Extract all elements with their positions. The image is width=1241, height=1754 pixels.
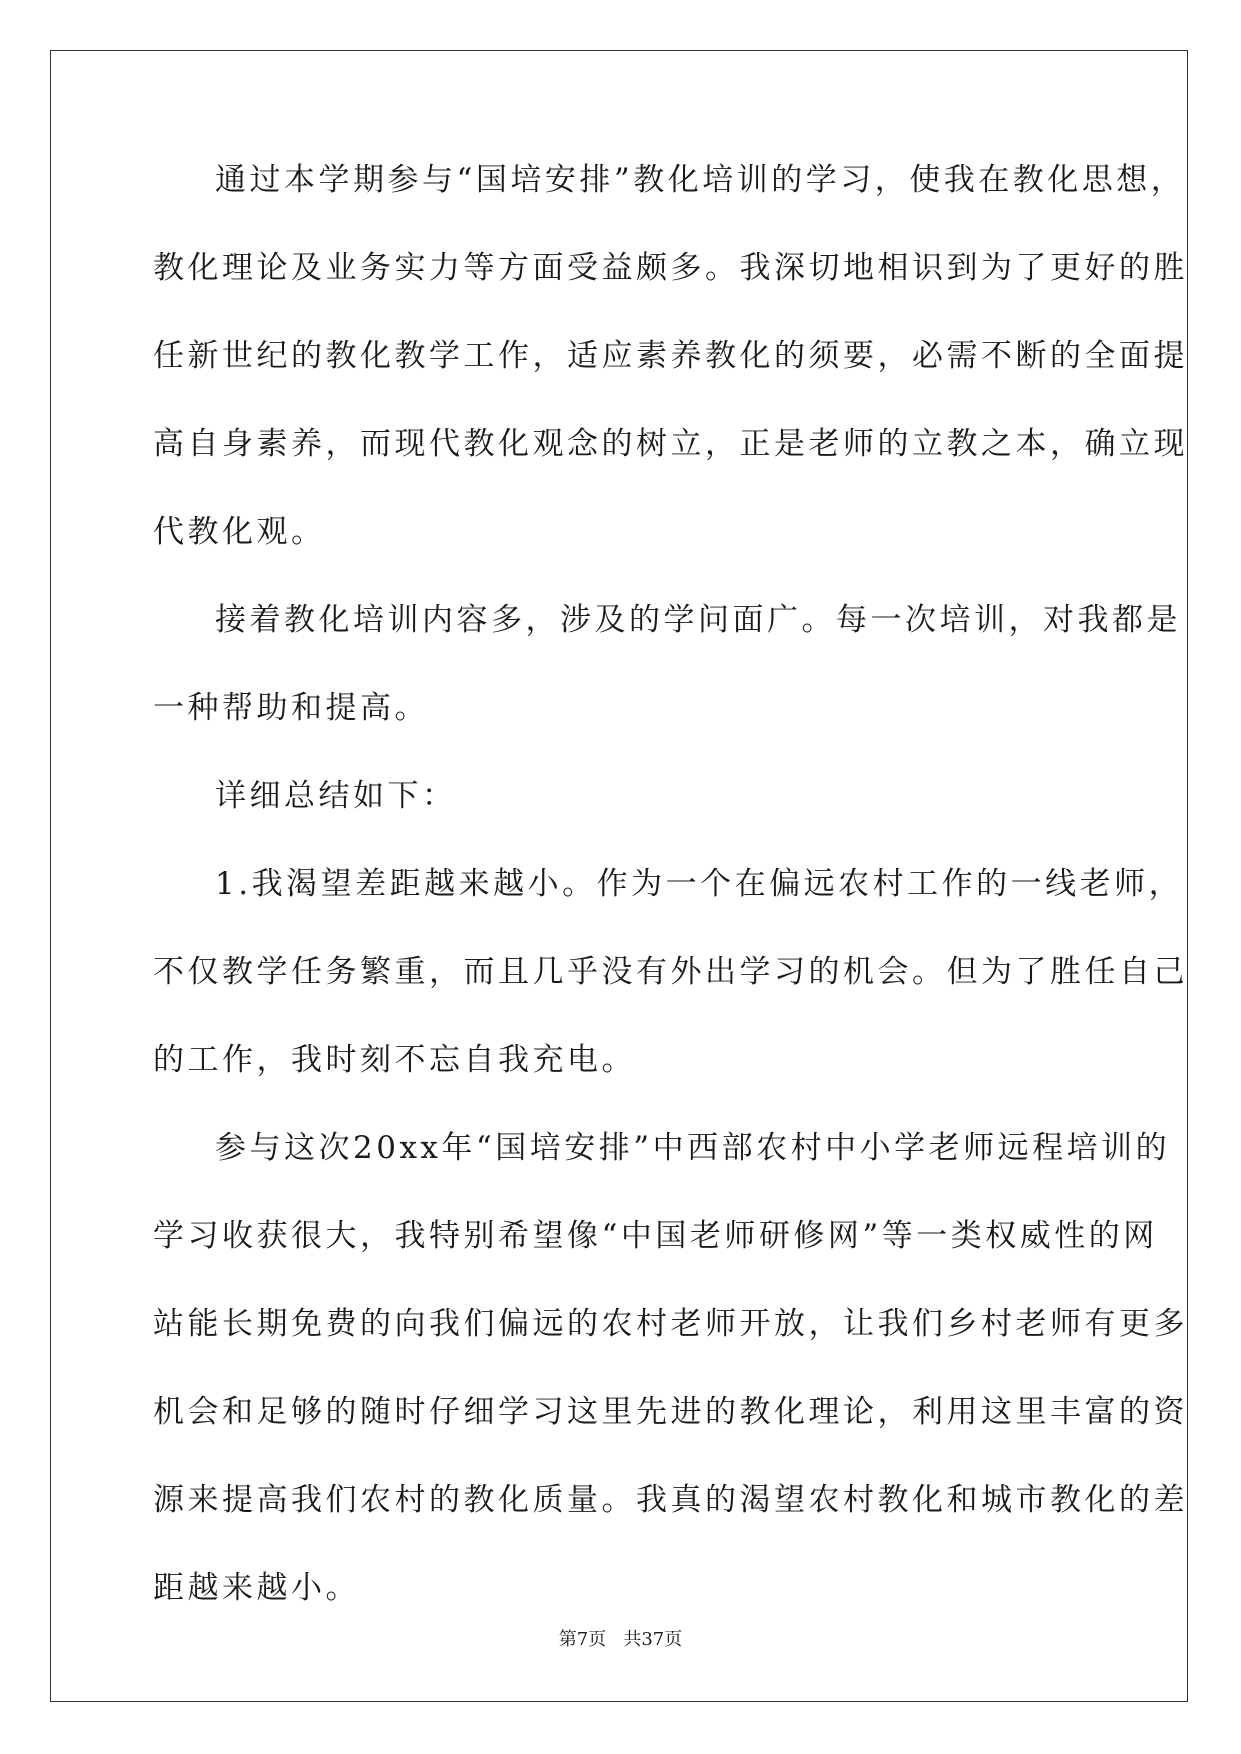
- text-line: 站能长期免费的向我们偏远的农村老师开放，让我们乡村老师有更多: [153, 1306, 1188, 1342]
- text-line: 机会和足够的随时仔细学习这里先进的教化理论，利用这里丰富的资: [153, 1394, 1188, 1430]
- page-footer: 第7页 共37页: [558, 1629, 683, 1650]
- text-line: 代教化观。: [153, 514, 326, 550]
- text-line: 通过本学期参与“国培安排”教化培训的学习，使我在教化思想，: [215, 162, 1186, 198]
- text-line: 高自身素养，而现代教化观念的树立，正是老师的立教之本，确立现: [153, 426, 1188, 462]
- text-line: 接着教化培训内容多，涉及的学问面广。每一次培训，对我都是: [215, 602, 1181, 638]
- text-line: 详细总结如下：: [215, 778, 457, 814]
- text-line: 参与这次20xx年“国培安排”中西部农村中小学老师远程培训的: [215, 1130, 1171, 1166]
- text-line: 源来提高我们农村的教化质量。我真的渴望农村教化和城市教化的差: [153, 1482, 1188, 1518]
- text-line: 任新世纪的教化教学工作，适应素养教化的须要，必需不断的全面提: [153, 338, 1188, 374]
- text-line: 一种帮助和提高。: [153, 690, 429, 726]
- text-line: 距越来越小。: [153, 1570, 360, 1606]
- document-body: [153, 160, 1188, 1656]
- text-line: 学习收获很大，我特别希望像“中国老师研修网”等一类权威性的网: [153, 1218, 1158, 1254]
- text-line: 的工作，我时刻不忘自我充电。: [153, 1042, 636, 1078]
- text-line: 1.我渴望差距越来越小。作为一个在偏远农村工作的一线老师，: [215, 866, 1184, 902]
- text-line: 教化理论及业务实力等方面受益颇多。我深切地相识到为了更好的胜: [153, 250, 1188, 286]
- text-line: 不仅教学任务繁重，而且几乎没有外出学习的机会。但为了胜任自己: [153, 954, 1188, 990]
